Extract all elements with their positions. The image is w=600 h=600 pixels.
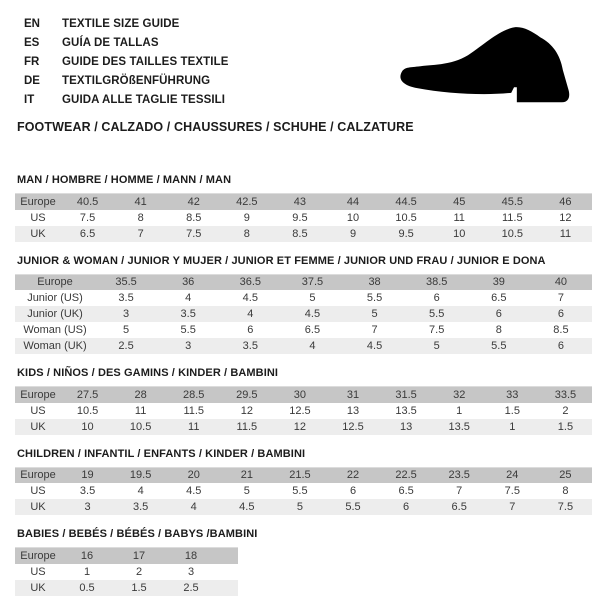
size-cell: 7 (486, 499, 539, 515)
size-cell: 5.5 (180, 324, 196, 336)
size-cell: 5 (406, 338, 468, 354)
size-cell: 2.5 (165, 580, 217, 596)
table-row (15, 290, 592, 306)
row-label: UK (15, 226, 61, 242)
table-header-row (15, 467, 592, 483)
language-label: TEXTILE SIZE GUIDE (62, 18, 180, 30)
size-cell: 10 (433, 226, 486, 242)
size-cell: 5 (344, 306, 406, 322)
size-cell: 6 (247, 324, 254, 336)
row-label: Europe (15, 194, 61, 210)
size-cell: 27.5 (61, 387, 114, 403)
size-cell: 18 (165, 548, 217, 564)
size-cell: 1 (83, 565, 91, 578)
size-cell: 28.5 (167, 387, 220, 403)
size-cell: 3.5 (79, 485, 96, 497)
table-row (15, 499, 592, 515)
size-cell: 33 (486, 387, 539, 403)
dress-shoe-icon (388, 12, 578, 106)
size-cell: 8.5 (186, 211, 202, 224)
size-cell: 7 (557, 292, 564, 304)
size-table-section (15, 174, 592, 242)
size-cell: 4 (185, 292, 192, 304)
size-cell: 5.5 (326, 499, 379, 515)
table-title: MAN / HOMBRE / HOMME / MANN / MAN (17, 174, 232, 186)
language-label: TEXTILGRÖßENFÜHRUNG (62, 75, 211, 87)
size-table (15, 467, 592, 516)
size-cell: 5 (273, 499, 326, 515)
row-label: UK (15, 419, 61, 435)
size-cell: 2.5 (95, 338, 157, 354)
size-cell: 12.5 (289, 404, 311, 417)
size-table-section (15, 528, 592, 596)
size-cell: 42.5 (220, 194, 273, 210)
size-cell: 6.5 (433, 499, 486, 515)
size-cell: 29.5 (220, 387, 273, 403)
size-cell: 8.5 (273, 226, 326, 242)
size-cell: 8 (137, 211, 144, 224)
row-label: Junior (UK) (15, 306, 95, 322)
language-code: ES (24, 37, 40, 49)
size-cell: 6.5 (61, 226, 114, 242)
size-cell: 7 (456, 485, 463, 497)
size-cell: 7 (371, 324, 378, 336)
size-cell: 45.5 (486, 194, 539, 210)
size-cell: 7.5 (504, 485, 520, 497)
size-cell: 38.5 (406, 274, 468, 290)
table-header-row (15, 387, 592, 403)
size-cell: 31 (326, 387, 379, 403)
spacer-cell (217, 580, 238, 596)
size-cell: 32 (433, 387, 486, 403)
size-table-section (15, 367, 592, 435)
table-title: BABIES / BEBÉS / BÉBÉS / BABYS /BAMBINI (17, 528, 258, 540)
row-label: Europe (15, 467, 61, 483)
size-cell: 8 (220, 226, 273, 242)
size-cell: 10.5 (395, 211, 417, 224)
size-cell: 39 (468, 274, 530, 290)
size-cell: 2 (562, 404, 569, 417)
size-cell: 6 (530, 338, 592, 354)
language-code: EN (24, 18, 40, 30)
size-cell: 37.5 (281, 274, 343, 290)
size-cell: 6 (380, 499, 433, 515)
size-table (15, 193, 592, 242)
size-cell: 40 (530, 274, 592, 290)
table-row (15, 338, 592, 354)
size-cell: 36.5 (219, 274, 281, 290)
size-cell: 5 (123, 324, 130, 336)
row-label: US (30, 485, 46, 497)
size-cell: 7.5 (539, 499, 592, 515)
size-cell: 3.5 (114, 499, 167, 515)
size-cell: 33.5 (539, 387, 592, 403)
table-row (15, 580, 238, 596)
size-cell: 45 (433, 194, 486, 210)
size-cell: 9 (243, 211, 250, 224)
size-cell: 11.5 (220, 419, 273, 435)
size-cell: 10.5 (486, 226, 539, 242)
size-cell: 4 (167, 499, 220, 515)
size-cell: 4.5 (242, 292, 258, 304)
row-label: Europe (15, 274, 95, 290)
size-cell: 24 (486, 467, 539, 483)
language-code: FR (24, 56, 40, 68)
table-row (15, 210, 592, 226)
table-header-row (15, 274, 592, 290)
size-cell: 17 (113, 548, 165, 564)
size-cell: 20 (167, 467, 220, 483)
size-cell: 10.5 (76, 404, 99, 417)
size-tables (15, 174, 592, 596)
row-label: US (30, 211, 46, 224)
table-title: KIDS / NIÑOS / DES GAMINS / KINDER / BAMBINI (17, 367, 279, 379)
size-cell: 31.5 (380, 387, 433, 403)
table-row (15, 306, 592, 322)
size-table (15, 386, 592, 435)
size-cell: 3 (95, 306, 157, 322)
size-table-section (15, 255, 592, 355)
size-cell: 6 (433, 292, 440, 304)
size-cell: 1.5 (539, 419, 592, 435)
size-cell: 1.5 (113, 580, 165, 596)
size-cell: 8.5 (553, 324, 569, 336)
size-cell: 44.5 (380, 194, 433, 210)
size-cell: 5.5 (468, 338, 530, 354)
row-label: Europe (15, 548, 61, 564)
size-cell: 22 (326, 467, 379, 483)
size-cell: 6 (530, 306, 592, 322)
size-cell: 11 (167, 419, 220, 435)
size-cell: 40.5 (61, 194, 114, 210)
size-cell: 6.5 (398, 485, 414, 497)
size-table (15, 547, 238, 596)
spacer-cell (217, 564, 238, 580)
size-cell: 6 (468, 306, 530, 322)
size-cell: 21.5 (273, 467, 326, 483)
table-row (15, 322, 592, 338)
language-code: DE (24, 75, 40, 87)
row-label: US (30, 404, 46, 417)
size-cell: 3.5 (118, 292, 134, 304)
table-row (15, 419, 592, 435)
size-cell: 30 (273, 387, 326, 403)
size-cell: 41 (114, 194, 167, 210)
size-cell: 43 (273, 194, 326, 210)
size-cell: 3 (61, 499, 114, 515)
category-title: FOOTWEAR / CALZADO / CHAUSSURES / SCHUHE / CALZATURE (17, 120, 414, 134)
language-label: GUÍA DE TALLAS (62, 37, 159, 49)
row-label: UK (15, 499, 61, 515)
table-header-row (15, 548, 238, 564)
size-cell: 8 (495, 324, 502, 336)
size-cell: 10 (346, 211, 360, 224)
size-cell: 44 (326, 194, 379, 210)
size-cell: 0.5 (61, 580, 113, 596)
table-row (15, 226, 592, 242)
size-cell: 4 (219, 306, 281, 322)
size-cell: 6 (349, 485, 357, 497)
size-cell: 46 (539, 194, 592, 210)
table-row (15, 564, 238, 580)
size-cell: 3.5 (157, 306, 219, 322)
size-cell: 12 (273, 419, 326, 435)
spacer-cell (217, 548, 238, 564)
row-label: US (30, 565, 46, 578)
size-cell: 6.5 (304, 324, 321, 336)
size-cell: 11 (134, 404, 147, 417)
size-cell: 4.5 (344, 338, 406, 354)
size-cell: 19.5 (114, 467, 167, 483)
size-cell: 1.5 (504, 404, 520, 417)
guide-header (0, 0, 600, 134)
size-cell: 12 (559, 211, 572, 224)
size-cell: 9 (326, 226, 379, 242)
size-cell: 11.5 (502, 211, 523, 224)
size-cell: 13.5 (433, 419, 486, 435)
size-cell: 4.5 (220, 499, 273, 515)
size-cell: 7.5 (167, 226, 220, 242)
size-cell: 16 (61, 548, 113, 564)
size-cell: 2 (135, 565, 143, 578)
size-cell: 13 (380, 419, 433, 435)
size-cell: 9.5 (380, 226, 433, 242)
size-cell: 7.5 (429, 324, 445, 336)
table-header-row (15, 194, 592, 210)
size-cell: 25 (539, 467, 592, 483)
size-cell: 42 (167, 194, 220, 210)
size-cell: 4.5 (281, 306, 343, 322)
size-cell: 12 (240, 404, 253, 417)
table-title: JUNIOR & WOMAN / JUNIOR Y MUJER / JUNIOR ET FEMME / JUNIOR UND FRAU / JUNIOR E DONA (17, 254, 546, 267)
table-title: CHILDREN / INFANTIL / ENFANTS / KINDER / BAMBINI (17, 447, 306, 460)
size-cell: 6.5 (491, 292, 507, 304)
size-cell: 5 (309, 292, 316, 304)
table-row (15, 403, 592, 419)
size-cell: 13 (346, 404, 360, 417)
size-cell: 9.5 (292, 211, 308, 224)
size-cell: 11.5 (183, 404, 205, 417)
size-cell: 4 (281, 338, 343, 354)
size-cell: 22.5 (380, 467, 433, 483)
row-label: Europe (15, 387, 61, 403)
row-label: UK (15, 580, 61, 596)
table-row (15, 483, 592, 499)
language-label: GUIDA ALLE TAGLIE TESSILI (62, 94, 226, 106)
language-label: GUIDE DES TAILLES TEXTILE (62, 56, 229, 68)
size-cell: 5 (243, 485, 250, 497)
size-cell: 35.5 (95, 274, 157, 290)
size-cell: 36 (157, 274, 219, 290)
size-cell: 19 (61, 467, 114, 483)
size-cell: 13.5 (395, 404, 417, 417)
size-cell: 3 (187, 565, 195, 578)
size-cell: 5.5 (406, 306, 468, 322)
row-label: Woman (US) (23, 324, 87, 336)
size-cell: 3 (157, 338, 219, 354)
size-cell: 3.5 (219, 338, 281, 354)
size-cell: 8 (562, 485, 569, 497)
language-code: IT (24, 94, 35, 106)
size-cell: 10 (61, 419, 114, 435)
size-cell: 1 (456, 404, 463, 417)
size-cell: 5.5 (292, 485, 308, 497)
row-label: Junior (US) (27, 292, 83, 304)
size-cell: 12.5 (326, 419, 379, 435)
size-cell: 7.5 (79, 211, 96, 224)
size-cell: 11 (539, 226, 592, 242)
size-cell: 5.5 (366, 292, 383, 304)
size-cell: 4.5 (186, 485, 202, 497)
size-cell: 1 (486, 419, 539, 435)
size-cell: 11 (453, 211, 465, 224)
size-cell: 23.5 (433, 467, 486, 483)
size-table (15, 274, 592, 355)
size-cell: 10.5 (114, 419, 167, 435)
size-table-section (15, 448, 592, 516)
row-label: Woman (UK) (15, 338, 95, 354)
size-cell: 28 (114, 387, 167, 403)
size-cell: 7 (114, 226, 167, 242)
size-cell: 21 (220, 467, 273, 483)
size-cell: 38 (344, 274, 406, 290)
size-cell: 4 (137, 485, 144, 497)
